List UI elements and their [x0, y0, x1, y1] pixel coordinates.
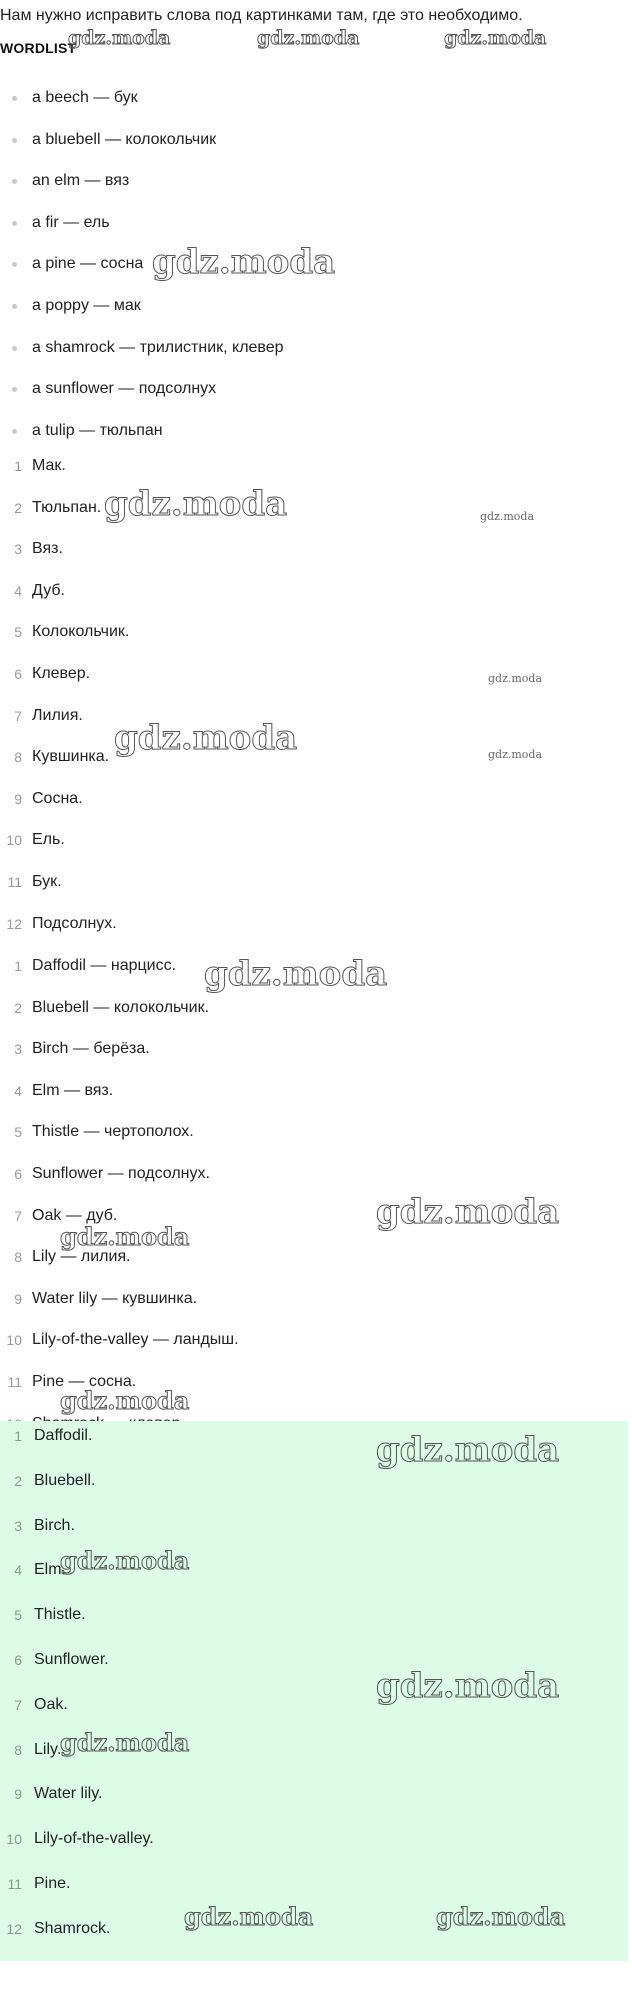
item-text: Bluebell.: [34, 1471, 96, 1489]
item-text: Thistle — чертополох.: [32, 1123, 194, 1141]
item-text: Pine — сосна.: [32, 1372, 137, 1390]
watermark: gdz.moda: [257, 27, 360, 49]
item-number: 12: [6, 1920, 22, 1937]
item-text: Lily — лилия.: [32, 1248, 131, 1266]
item-text: Daffodil.: [34, 1427, 93, 1444]
list-item: [0, 452, 620, 494]
watermark: gdz.moda: [480, 510, 535, 523]
list-item: [0, 910, 620, 952]
item-number: 8: [14, 749, 22, 766]
bullet-icon: [12, 138, 17, 143]
item-number: 10: [6, 1332, 22, 1349]
item-text: Колокольчик.: [32, 623, 130, 641]
item-number: 11: [7, 1373, 22, 1390]
list-item: a shamrock — трилистник, клевер: [0, 334, 620, 376]
item-text: Мак.: [32, 457, 66, 474]
item-number: 3: [14, 1041, 22, 1058]
list-item: [0, 1326, 620, 1368]
bullet-icon: [12, 179, 17, 184]
item-text: Shamrock.: [34, 1919, 111, 1937]
bullet-icon: [12, 221, 17, 226]
list-item: [0, 1780, 628, 1825]
list-item: a bluebell — колокольчик: [0, 126, 620, 168]
bullet-icon: [12, 304, 17, 309]
item-text: Elm.: [34, 1561, 66, 1579]
list-item: [0, 1035, 620, 1077]
bullet-icon: [12, 346, 17, 351]
watermark: gdz.moda: [376, 1666, 560, 1706]
list-item: a sunflower — подсолнух: [0, 375, 620, 417]
watermark: gdz.moda: [152, 242, 336, 282]
item-number: 4: [14, 1562, 22, 1579]
item-text: Thistle.: [34, 1606, 86, 1624]
item-text: Bluebell — колокольчик.: [32, 998, 210, 1016]
item-number: 6: [14, 665, 22, 682]
item-text: Sunflower — подсолнух.: [32, 1164, 210, 1182]
item-number: 10: [6, 1831, 22, 1848]
list-item: [0, 702, 620, 744]
picture-list: [0, 452, 620, 951]
item-text: Oak.: [34, 1695, 68, 1713]
item-number: 3: [14, 1517, 22, 1534]
item-number: 4: [14, 1082, 22, 1099]
item-text: Oak — дуб.: [32, 1206, 118, 1224]
item-text: Sunflower.: [34, 1650, 109, 1668]
item-text: Lily.: [34, 1740, 62, 1758]
list-item: [0, 785, 620, 827]
item-number: 6: [14, 1165, 22, 1182]
watermark: gdz.moda: [114, 718, 298, 758]
list-item: [0, 1118, 620, 1160]
item-text: Birch.: [34, 1516, 75, 1534]
item-text: Дуб.: [32, 581, 65, 599]
watermark: gdz.moda: [60, 1546, 190, 1575]
item-text: Кувшинка.: [32, 748, 110, 766]
list-item: a poppy — мак: [0, 292, 620, 334]
item-text: Тюльпан.: [32, 498, 102, 516]
list-item: a fir — ель: [0, 209, 620, 251]
watermark: gdz.moda: [60, 1222, 190, 1251]
watermark: gdz.moda: [204, 954, 388, 994]
item-number: 1: [14, 1428, 22, 1444]
item-number: 5: [14, 624, 22, 641]
list-item: [0, 577, 620, 619]
item-text: Water lily — кувшинка.: [32, 1289, 198, 1307]
list-item: [0, 1601, 628, 1646]
item-number: 12: [6, 915, 22, 932]
item-number: 7: [14, 1207, 22, 1224]
list-item: [0, 994, 620, 1036]
item-number: 9: [14, 1786, 22, 1803]
watermark: gdz.moda: [436, 1902, 566, 1931]
list-item: an elm — вяз: [0, 167, 620, 209]
item-number: 1: [14, 458, 22, 474]
item-number: 10: [6, 832, 22, 849]
watermark: gdz.moda: [184, 1902, 314, 1931]
item-number: 3: [14, 541, 22, 558]
item-text: Клевер.: [32, 664, 91, 682]
item-text: Вяз.: [32, 540, 63, 558]
item-number: 6: [14, 1651, 22, 1668]
list-item: [0, 1077, 620, 1119]
list-item: [0, 1285, 620, 1327]
bullet-icon: [12, 387, 17, 392]
watermark: gdz.moda: [376, 1430, 560, 1470]
intro-text: Нам нужно исправить слова под картинками там, где это необходимо.: [0, 7, 523, 24]
item-text: Лилия.: [32, 706, 83, 724]
item-text: Lily-of-the-valley.: [34, 1830, 154, 1848]
watermark: gdz.moda: [488, 672, 543, 685]
item-text: Lily-of-the-valley — ландыш.: [32, 1331, 239, 1349]
item-number: 11: [7, 1875, 22, 1892]
item-text: Birch — берёза.: [32, 1040, 150, 1058]
list-item: a tulip — тюльпан: [0, 417, 620, 459]
item-number: 2: [14, 1472, 22, 1489]
item-text: Сосна.: [32, 789, 83, 807]
bullet-icon: [12, 262, 17, 267]
list-item: a pine — сосна: [0, 250, 620, 292]
item-number: 8: [14, 1249, 22, 1266]
item-number: 5: [14, 1124, 22, 1141]
bullet-icon: [12, 96, 17, 101]
list-item: [0, 535, 620, 577]
list-item: [0, 826, 620, 868]
item-number: 11: [7, 873, 22, 890]
item-number: 7: [14, 1696, 22, 1713]
watermark: gdz.moda: [60, 1386, 190, 1415]
item-text: Подсолнух.: [32, 914, 117, 932]
item-text: Daffodil — нарцисс.: [32, 957, 177, 974]
wordlist-heading: WORDLIST: [0, 40, 77, 56]
list-item: a beech — бук: [0, 84, 620, 126]
item-number: 8: [14, 1741, 22, 1758]
list-item: [0, 868, 620, 910]
item-number: 2: [14, 999, 22, 1016]
item-text: Elm — вяз.: [32, 1081, 114, 1099]
item-number: 2: [14, 499, 22, 516]
item-number: 1: [14, 958, 22, 974]
item-number: 4: [14, 582, 22, 599]
item-text: Бук.: [32, 872, 62, 890]
item-number: 7: [14, 707, 22, 724]
list-item: [0, 1825, 628, 1870]
watermark: gdz.moda: [104, 484, 288, 524]
item-number: 9: [14, 1290, 22, 1307]
item-text: Pine.: [34, 1874, 71, 1892]
watermark: gdz.moda: [68, 27, 171, 49]
item-text: Ель.: [32, 831, 65, 849]
watermark: gdz.moda: [444, 27, 547, 49]
watermark: gdz.moda: [488, 748, 543, 761]
item-text: Water lily.: [34, 1785, 103, 1803]
list-item: [0, 1467, 628, 1512]
item-number: 5: [14, 1607, 22, 1624]
list-item: [0, 618, 620, 660]
watermark: gdz.moda: [376, 1192, 560, 1232]
watermark: gdz.moda: [60, 1728, 190, 1757]
item-number: 9: [14, 790, 22, 807]
bullet-icon: [12, 429, 17, 434]
